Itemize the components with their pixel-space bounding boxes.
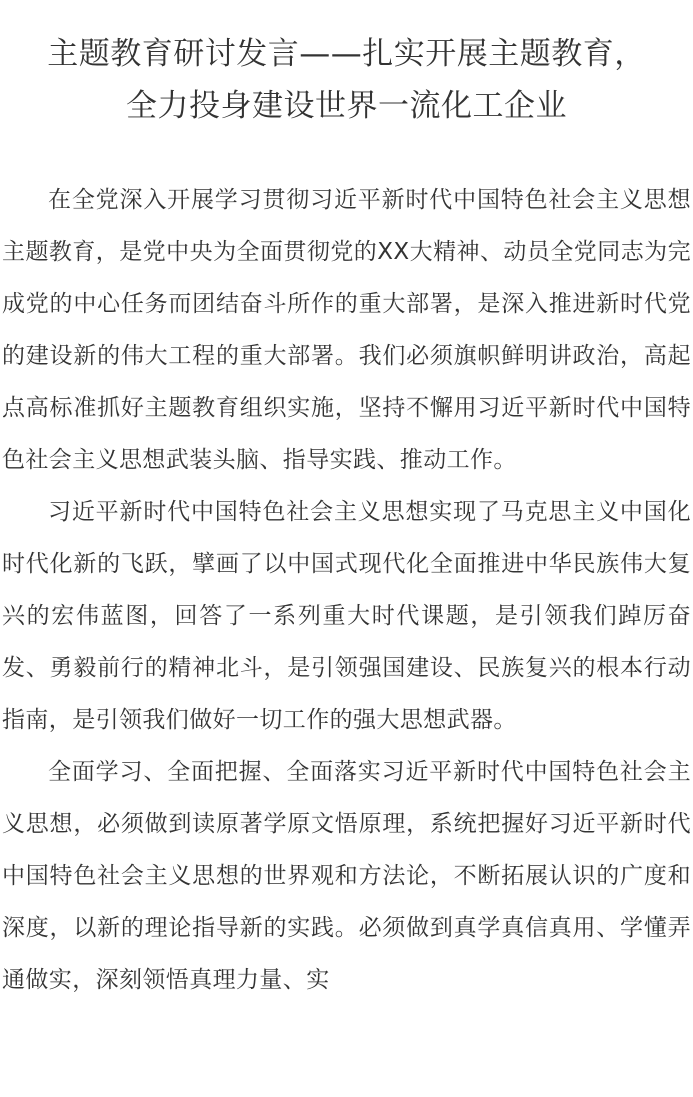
body-paragraph-3: 全面学习、全面把握、全面落实习近平新时代中国特色社会主义思想，必须做到读原著学原文悟原理，系统把握好习近平新时代中国特色社会主义思想的世界观和方法论，不断拓展认识的广度和深度，以新的理论指导新的实践。必须做到真学真信真用、学懂弄通做实，深刻领悟真理力量、实	[2, 759, 691, 993]
title-line-1: 主题教育研讨发言——扎实开展主题教育，	[47, 36, 646, 72]
document-title	[2, 28, 691, 132]
body-paragraph-2: 习近平新时代中国特色社会主义思想实现了马克思主义中国化时代化新的飞跃，擘画了以中国式现代化全面推进中华民族伟大复兴的宏伟蓝图，回答了一系列重大时代课题，是引领我们踔厉奋发、勇毅前行的精神北斗，是引领强国建设、民族复兴的根本行动指南，是引领我们做好一切工作的强大思想武器。	[2, 499, 691, 733]
body-paragraph-1: 在全党深入开展学习贯彻习近平新时代中国特色社会主义思想主题教育，是党中央为全面贯彻党的XX大精神、动员全党同志为完成党的中心任务而团结奋斗所作的重大部署，是深入推进新时代党的建设新的伟大工程的重大部署。我们必须旗帜鲜明讲政治，高起点高标准抓好主题教育组织实施，坚持不懈用习近平新时代中国特色社会主义思想武装头脑、指导实践、推动工作。	[2, 187, 691, 473]
title-line-2: 全力投身建设世界一流化工企业	[126, 88, 567, 124]
